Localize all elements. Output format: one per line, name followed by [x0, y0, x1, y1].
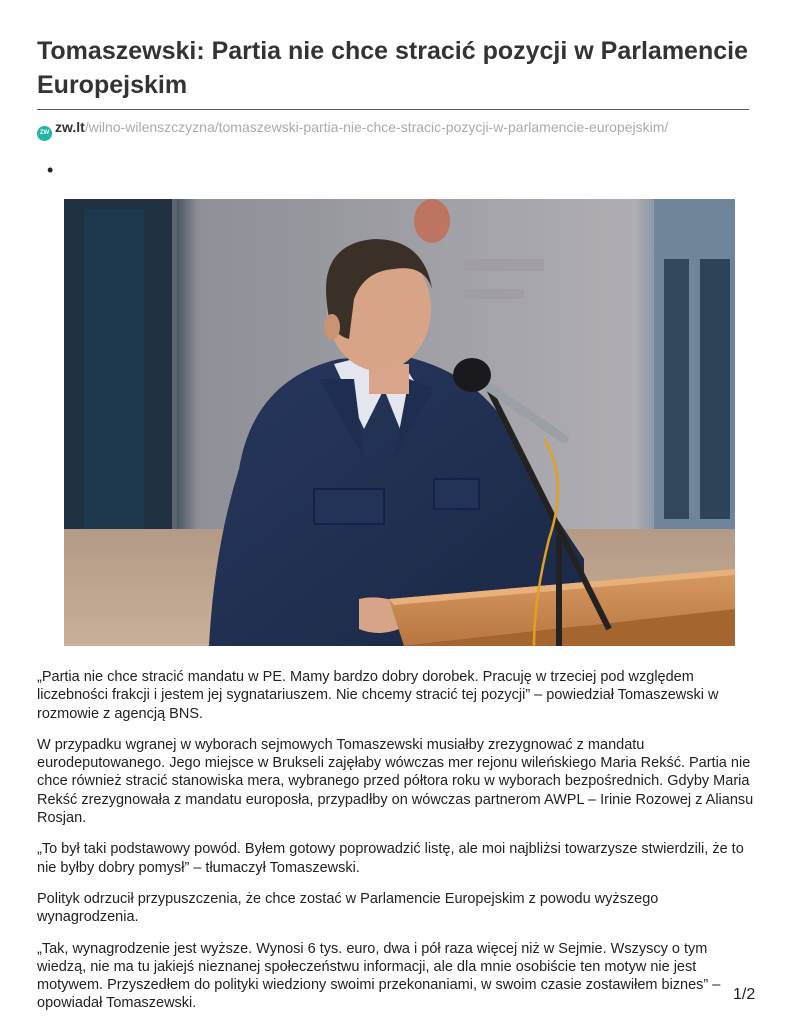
- article-paragraph: „To był taki podstawowy powód. Byłem gotowy poprowadzić listę, ale moi najbliżsi towarzysze stwierdzili, że to nie byłby dobry pomysł” – tłumaczył Tomaszewski.: [37, 841, 744, 876]
- list-bullet: •: [47, 160, 54, 180]
- article-photo: [64, 199, 735, 646]
- zw-logo-icon: ZW: [37, 126, 52, 141]
- article-paragraph: Polityk odrzucił przypuszczenia, że chce zostać w Parlamencie Europejskim z powodu wyższego wynagrodzenia.: [37, 890, 659, 926]
- article-title: Tomaszewski: Partia nie chce stracić pozycji w Parlamencie Europejskim: [37, 37, 748, 99]
- page-number: 1/2: [733, 986, 756, 1003]
- article-body: [37, 668, 757, 1026]
- source-link[interactable]: [37, 117, 668, 141]
- article-paragraph: „Partia nie chce stracić mandatu w PE. Mamy bardzo dobry dorobek. Pracuję w trzeciej pod względem liczebności frakcji i jestem jej sygnatariuszem. Nie chcemy stracić tej pozycji” – powiedział Tomaszewski w rozmowie z agencją BNS.: [37, 669, 719, 722]
- article-paragraph: „Tak, wynagrodzenie jest wyższe. Wynosi 6 tys. euro, dwa i pół raza więcej niż w Sejmie. Wszyscy o tym wiedzą, nie ma tu jakiejś nieznanej społeczeństwu informacji, ale dla mnie osobiście ten motyw nie jest motywem. Przyszedłem do polityki wiedziony swoimi przekonaniami, w swoim czasie zostawiłem biznes” – opowiadał Tomaszewski.: [37, 940, 721, 1012]
- source-path: /wilno-wilenszczyzna/tomaszewski-partia-nie-chce-stracic-pozycji-w-parlamencie-europejskim/: [84, 119, 669, 135]
- source-domain: zw.lt: [55, 119, 85, 135]
- title-divider: [37, 109, 749, 110]
- article-paragraph: W przypadku wgranej w wyborach sejmowych Tomaszewski musiałby zrezygnować z mandatu eurodeputowanego. Jego miejsce w Brukseli zajęłaby wówczas mer rejonu wileńskiego Maria Rekść. Partia nie chce również stracić stanowiska mera, wybranego przed półtora roku w wyborach bezpośrednich. Gdyby Maria Rekść zrezygnowała z mandatu europosła, przypadłby on wówczas partnerom AWPL – Irinie Rozowej z Aliansu Rosjan.: [37, 736, 754, 827]
